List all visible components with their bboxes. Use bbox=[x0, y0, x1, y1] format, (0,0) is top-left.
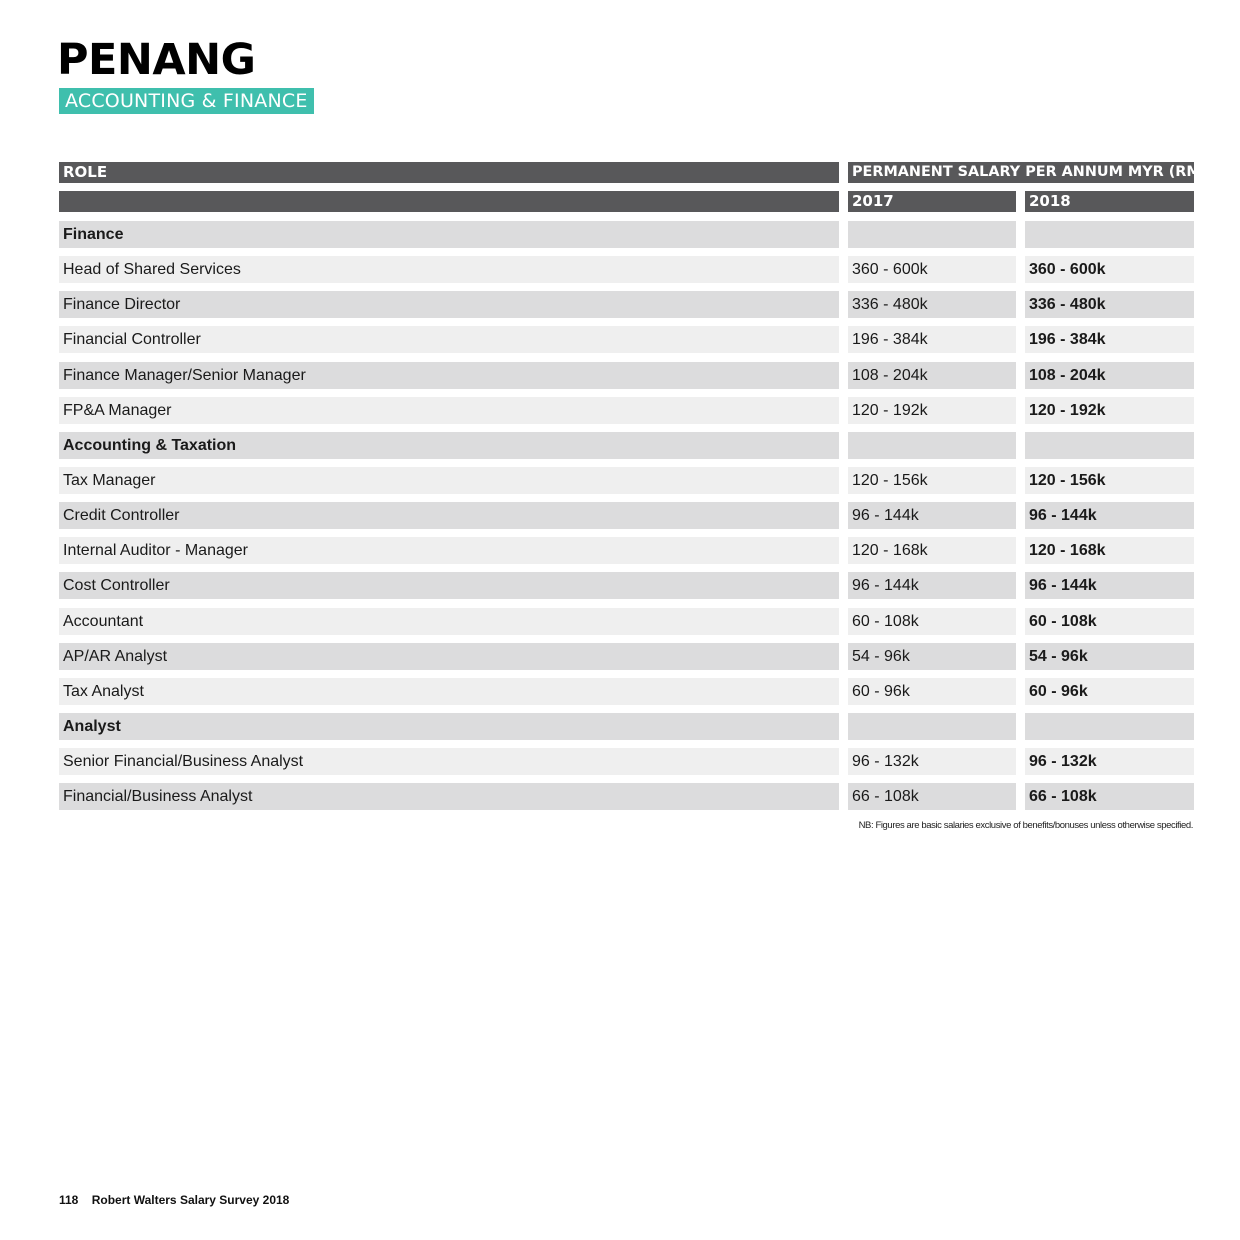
role-cell: Cost Controller bbox=[59, 572, 839, 599]
table-row bbox=[0, 783, 1240, 818]
salary-2018-cell bbox=[1025, 432, 1194, 459]
role-cell: Accounting & Taxation bbox=[59, 432, 839, 459]
role-cell: AP/AR Analyst bbox=[59, 643, 839, 670]
footnote: NB: Figures are basic salaries exclusive of benefits/bonuses unless otherwise specified. bbox=[858, 820, 1193, 831]
table-row bbox=[0, 748, 1240, 783]
salary-2017-cell: 60 - 108k bbox=[848, 608, 1016, 635]
salary-2017-cell bbox=[848, 221, 1016, 248]
year-2017-header: 2017 bbox=[848, 191, 1016, 212]
role-cell: Internal Auditor - Manager bbox=[59, 537, 839, 564]
role-cell: Tax Manager bbox=[59, 467, 839, 494]
page-number: 118 bbox=[59, 1193, 79, 1207]
salary-2018-cell: 108 - 204k bbox=[1025, 362, 1194, 389]
salary-column-header: PERMANENT SALARY PER ANNUM MYR (RM) bbox=[848, 162, 1194, 183]
salary-2017-cell: 120 - 168k bbox=[848, 537, 1016, 564]
publication-title: Robert Walters Salary Survey 2018 bbox=[91, 1193, 290, 1207]
section-row bbox=[0, 221, 1240, 256]
salary-2018-cell: 360 - 600k bbox=[1025, 256, 1194, 283]
role-cell: FP&A Manager bbox=[59, 397, 839, 424]
salary-2018-cell: 120 - 168k bbox=[1025, 537, 1194, 564]
role-column-header: ROLE bbox=[59, 162, 839, 183]
salary-2018-cell: 60 - 96k bbox=[1025, 678, 1194, 705]
salary-table-body bbox=[0, 221, 1240, 818]
table-row bbox=[0, 362, 1240, 397]
table-row bbox=[0, 397, 1240, 432]
table-row bbox=[0, 608, 1240, 643]
role-cell: Financial/Business Analyst bbox=[59, 783, 839, 810]
role-cell: Senior Financial/Business Analyst bbox=[59, 748, 839, 775]
salary-2018-cell: 96 - 144k bbox=[1025, 572, 1194, 599]
table-row bbox=[0, 502, 1240, 537]
salary-2017-cell: 66 - 108k bbox=[848, 783, 1016, 810]
salary-2017-cell: 108 - 204k bbox=[848, 362, 1016, 389]
role-cell: Finance Manager/Senior Manager bbox=[59, 362, 839, 389]
salary-2018-cell: 120 - 192k bbox=[1025, 397, 1194, 424]
salary-2017-cell: 60 - 96k bbox=[848, 678, 1016, 705]
salary-2018-cell bbox=[1025, 221, 1194, 248]
salary-2017-cell: 360 - 600k bbox=[848, 256, 1016, 283]
salary-2017-cell: 120 - 192k bbox=[848, 397, 1016, 424]
salary-2017-cell: 96 - 132k bbox=[848, 748, 1016, 775]
salary-2017-cell bbox=[848, 713, 1016, 740]
table-row bbox=[0, 291, 1240, 326]
role-cell: Analyst bbox=[59, 713, 839, 740]
salary-2018-cell: 96 - 144k bbox=[1025, 502, 1194, 529]
table-row bbox=[0, 326, 1240, 361]
salary-2017-cell: 96 - 144k bbox=[848, 502, 1016, 529]
section-subtitle: ACCOUNTING & FINANCE bbox=[59, 88, 314, 114]
table-row bbox=[0, 643, 1240, 678]
role-cell: Accountant bbox=[59, 608, 839, 635]
table-row bbox=[0, 678, 1240, 713]
salary-2018-cell: 336 - 480k bbox=[1025, 291, 1194, 318]
salary-2017-cell: 336 - 480k bbox=[848, 291, 1016, 318]
role-cell: Finance Director bbox=[59, 291, 839, 318]
year-2018-header: 2018 bbox=[1025, 191, 1194, 212]
role-cell: Finance bbox=[59, 221, 839, 248]
table-row bbox=[0, 537, 1240, 572]
salary-2018-cell: 96 - 132k bbox=[1025, 748, 1194, 775]
page-footer bbox=[59, 1193, 289, 1207]
section-row bbox=[0, 713, 1240, 748]
salary-2017-cell bbox=[848, 432, 1016, 459]
role-cell: Financial Controller bbox=[59, 326, 839, 353]
role-cell: Tax Analyst bbox=[59, 678, 839, 705]
table-row bbox=[0, 467, 1240, 502]
salary-2018-cell: 120 - 156k bbox=[1025, 467, 1194, 494]
table-row bbox=[0, 572, 1240, 607]
salary-2018-cell: 54 - 96k bbox=[1025, 643, 1194, 670]
salary-2018-cell: 196 - 384k bbox=[1025, 326, 1194, 353]
salary-2017-cell: 96 - 144k bbox=[848, 572, 1016, 599]
header-blank-bar bbox=[59, 191, 839, 212]
salary-2018-cell: 66 - 108k bbox=[1025, 783, 1194, 810]
salary-2018-cell bbox=[1025, 713, 1194, 740]
role-cell: Head of Shared Services bbox=[59, 256, 839, 283]
page-title: PENANG bbox=[57, 35, 256, 85]
salary-2018-cell: 60 - 108k bbox=[1025, 608, 1194, 635]
salary-2017-cell: 120 - 156k bbox=[848, 467, 1016, 494]
table-row bbox=[0, 256, 1240, 291]
role-cell: Credit Controller bbox=[59, 502, 839, 529]
section-row bbox=[0, 432, 1240, 467]
salary-2017-cell: 196 - 384k bbox=[848, 326, 1016, 353]
salary-2017-cell: 54 - 96k bbox=[848, 643, 1016, 670]
